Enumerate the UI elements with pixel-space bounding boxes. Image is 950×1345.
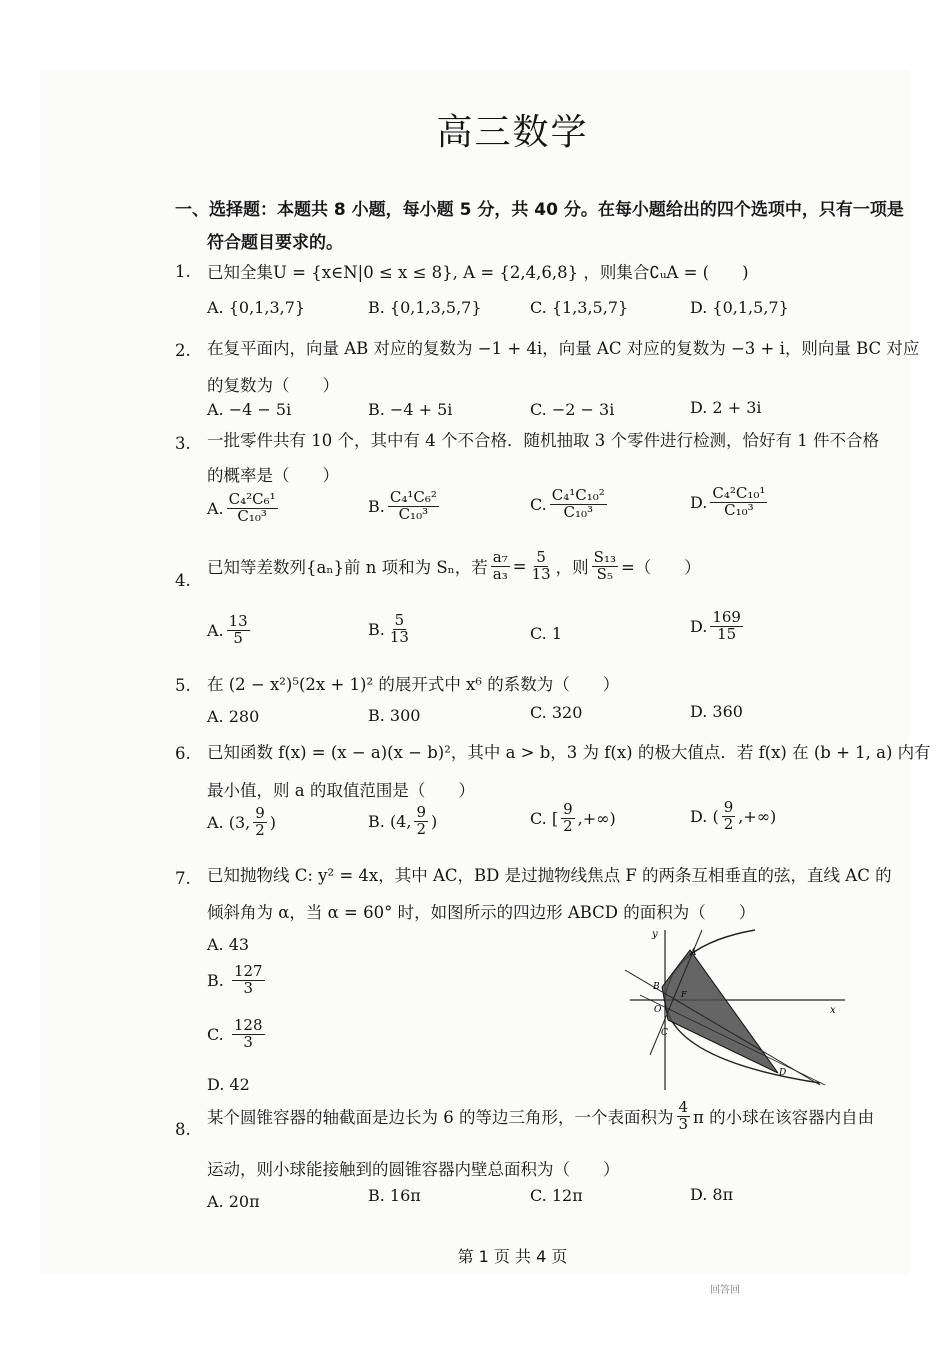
q4-ratio-s: [592, 550, 618, 583]
q5-option-b: B. 300: [368, 706, 421, 725]
quadrilateral-abcd: [662, 950, 778, 1073]
q6-option-b-post: ): [431, 811, 438, 831]
q4-text: [207, 550, 701, 583]
q3-c-numerator: C₄¹C₁₀²: [551, 486, 605, 504]
q7-c-num: 128: [233, 1016, 263, 1034]
q6-option-a-pre: (3,: [228, 812, 251, 832]
q4-b-den: 13: [389, 627, 409, 646]
q4-ratio-value-den: 13: [531, 564, 551, 583]
q3-option-b: [368, 490, 442, 523]
q4-text-pre: 已知等差数列{aₙ}前 n 项和为 Sₙ，若: [207, 558, 488, 578]
q7-text-line1: 已知抛物线 C: y² = 4x，其中 AC，BD 是过抛物线焦点 F 的两条互相垂直的弦，直线 AC 的: [207, 866, 892, 885]
q3-option-d-label: D.: [690, 492, 708, 512]
q1-number: 1.: [175, 262, 191, 281]
q4-ratio-a-num: a₇: [492, 548, 508, 566]
q6-option-d-pre: (: [712, 806, 719, 826]
q8-option-a: A. 20π: [207, 1192, 260, 1211]
q3-a-denominator: C₁₀³: [237, 506, 267, 525]
q3-text-line2: 的概率是（ ）: [207, 466, 339, 485]
q6-option-d-label: D.: [690, 806, 708, 826]
q8-text-post: π 的小球在该容器内自由: [693, 1108, 875, 1128]
q3-b-denominator: C₁₀³: [398, 504, 429, 523]
y-axis-label: y: [652, 929, 658, 940]
q4-option-b-label: B.: [368, 619, 385, 639]
q7-text-line2: 倾斜角为 α，当 α = 60° 时，如图所示的四边形 ABCD 的面积为（ ）: [207, 903, 756, 922]
q4-ratio-s-num: S₁₃: [593, 548, 616, 566]
q3-option-b-label: B.: [368, 496, 385, 516]
q8-text-line1: [207, 1100, 874, 1133]
q6-b-den: 2: [416, 819, 426, 838]
point-d-label: D: [779, 1068, 787, 1078]
q7-option-b-fraction: [232, 964, 265, 997]
q7-b-den: 3: [243, 978, 254, 997]
q5-number: 5.: [175, 676, 191, 695]
q6-option-d-fraction: [722, 800, 736, 833]
q1-option-d: D. {0,1,5,7}: [690, 298, 789, 317]
q7-option-a: A. 43: [207, 935, 250, 954]
q6-option-b-label: B.: [368, 811, 385, 831]
q6-text-line2: 最小值，则 a 的取值范围是（ ）: [207, 781, 475, 800]
q6-d-num: 9: [723, 798, 734, 816]
q7-c-den: 3: [243, 1032, 253, 1051]
q4-number: 4.: [175, 571, 191, 590]
q7-number: 7.: [175, 869, 191, 888]
q4-d-den: 15: [717, 624, 737, 643]
q3-option-c-fraction: [550, 488, 607, 521]
q8-text-line2: 运动，则小球能接触到的圆锥容器内壁总面积为（ ）: [207, 1160, 620, 1179]
q6-a-num: 9: [255, 804, 265, 822]
q8-surface-fraction: [677, 1100, 691, 1133]
q3-number: 3.: [175, 434, 191, 453]
q7-option-d: D. 42: [207, 1075, 250, 1094]
point-b-label: B: [653, 982, 660, 992]
q1-option-c: C. {1,3,5,7}: [530, 298, 629, 317]
q7-option-c-label: C.: [207, 1024, 224, 1044]
q6-option-d-post: ,+∞): [738, 806, 777, 826]
q7-b-num: 127: [233, 962, 263, 980]
q3-b-numerator: C₄¹C₆²: [389, 488, 437, 506]
q8-option-c: C. 12π: [530, 1186, 583, 1205]
q3-option-a-fraction: [227, 492, 278, 525]
q6-option-a-fraction: [253, 806, 267, 839]
q8-frac-den: 3: [678, 1114, 689, 1133]
q3-c-denominator: C₁₀³: [563, 502, 594, 521]
q8-option-d: D. 8π: [690, 1185, 734, 1204]
point-a-label: A: [690, 948, 697, 958]
q8-option-b: B. 16π: [368, 1186, 421, 1205]
q4-ratio-s-den: S₅: [596, 564, 613, 583]
q3-option-c: [530, 488, 610, 521]
q4-option-d-fraction: [710, 610, 743, 643]
q4-option-a: [207, 614, 253, 647]
q3-option-a: [207, 492, 281, 525]
q6-option-c-post: ,+∞): [577, 808, 616, 828]
q4-a-den: 5: [233, 628, 243, 647]
q2-option-a: A. −4 − 5i: [207, 400, 292, 419]
point-c-label: C: [661, 1028, 668, 1038]
q4-option-d-label: D.: [690, 616, 708, 636]
q7-option-b-label: B.: [207, 970, 224, 990]
q6-option-a-post: ): [269, 812, 277, 832]
q6-b-num: 9: [416, 803, 426, 821]
q3-option-d-fraction: [710, 486, 767, 519]
q2-text-line2: 的复数为（ ）: [207, 376, 339, 395]
q2-option-c: C. −2 − 3i: [530, 400, 615, 419]
q6-option-c-pre: [: [551, 808, 559, 828]
x-axis-label: x: [830, 1005, 836, 1016]
q4-ratio-a-den: a₃: [492, 564, 508, 583]
q6-option-c-fraction: [561, 802, 575, 835]
q2-option-d: D. 2 + 3i: [690, 398, 762, 417]
q4-text-post: =（ ）: [620, 558, 701, 578]
q1-option-b: B. {0,1,3,5,7}: [368, 298, 482, 317]
q5-option-d: D. 360: [690, 702, 743, 721]
q3-option-d: [690, 486, 770, 519]
page-title: 高三数学: [436, 112, 589, 153]
q4-ratio-value-num: 5: [536, 548, 546, 566]
parabola-figure: [620, 925, 860, 1095]
focus-label: F: [681, 990, 687, 999]
q8-text-pre: 某个圆锥容器的轴截面是边长为 6 的等边三角形，一个表面积为: [207, 1108, 674, 1128]
q4-option-d: [690, 610, 746, 643]
q4-option-a-label: A.: [207, 620, 224, 640]
q4-option-b-fraction: [388, 613, 411, 646]
q7-option-c: [207, 1018, 268, 1051]
q6-option-d: [690, 800, 776, 833]
q5-option-c: C. 320: [530, 703, 583, 722]
q2-option-b: B. −4 + 5i: [368, 400, 453, 419]
q6-option-b-fraction: [414, 805, 428, 838]
q6-option-c: [530, 802, 616, 835]
q2-number: 2.: [175, 341, 191, 360]
q3-option-c-label: C.: [530, 494, 547, 514]
q8-number: 8.: [175, 1120, 191, 1139]
q4-ratio-value: [530, 550, 553, 583]
q3-d-numerator: C₄²C₁₀¹: [712, 484, 766, 502]
q3-d-denominator: C₁₀³: [724, 500, 754, 519]
q4-option-c-label: C.: [530, 624, 547, 643]
q3-option-a-label: A.: [207, 498, 224, 518]
q4-option-c: [530, 624, 562, 643]
q6-number: 6.: [175, 744, 191, 763]
aux-line: [640, 995, 825, 1085]
q3-a-numerator: C₄²C₆¹: [228, 490, 276, 508]
q1-text: 已知全集U = {x∈N|0 ≤ x ≤ 8}, A = {2,4,6,8} ，则集合∁ᵤA = ( ): [207, 263, 749, 282]
q6-option-a-label: A.: [207, 812, 224, 832]
q5-option-a: A. 280: [207, 707, 260, 726]
q3-option-b-fraction: [388, 490, 439, 523]
q6-d-den: 2: [723, 814, 734, 833]
q1-option-a: A. {0,1,3,7}: [207, 298, 306, 317]
q6-option-c-label: C.: [530, 808, 547, 828]
q4-option-a-fraction: [227, 614, 250, 647]
q6-option-b: [368, 805, 437, 838]
page-footer: 第 1 页 共 4 页: [457, 1247, 568, 1266]
section-heading-line1: 一、选择题：本题共 8 小题，每小题 5 分，共 40 分。在每小题给出的四个选项中，只有一项是: [175, 200, 904, 220]
q6-c-den: 2: [563, 816, 573, 835]
q4-b-num: 5: [394, 611, 405, 629]
q8-frac-num: 4: [678, 1098, 689, 1116]
q4-ratio-a: [491, 550, 510, 583]
q3-text-line1: 一批零件共有 10 个，其中有 4 个不合格．随机抽取 3 个零件进行检测，恰好有 1 件不合格: [207, 431, 879, 450]
q7-option-b: [207, 964, 268, 997]
q6-c-num: 9: [563, 800, 573, 818]
q4-d-num: 169: [712, 608, 741, 626]
q4-option-b: [368, 613, 414, 646]
corner-stamp: 回答回: [710, 1285, 740, 1296]
q6-option-a: [207, 806, 276, 839]
q4-option-c-value: 1: [551, 624, 563, 643]
q6-a-den: 2: [255, 820, 265, 839]
q4-text-mid: ，则: [555, 558, 589, 578]
q4-a-num: 13: [228, 612, 248, 630]
q6-text-line1: 已知函数 f(x) = (x − a)(x − b)²，其中 a > b，3 为 f(x) 的极大值点．若 f(x) 在 (b + 1, a) 内有: [207, 743, 931, 762]
q7-option-c-fraction: [232, 1018, 265, 1051]
section-heading-line2: 符合题目要求的。: [207, 233, 343, 253]
origin-label: O: [654, 1005, 662, 1015]
q4-equals: =: [512, 556, 527, 576]
q5-text: 在 (2 − x²)⁵(2x + 1)² 的展开式中 x⁶ 的系数为（ ）: [207, 675, 620, 694]
q6-option-b-pre: (4,: [389, 811, 412, 831]
q2-text-line1: 在复平面内，向量 AB 对应的复数为 −1 + 4i，向量 AC 对应的复数为 −3 + i，则向量 BC 对应: [207, 339, 920, 358]
